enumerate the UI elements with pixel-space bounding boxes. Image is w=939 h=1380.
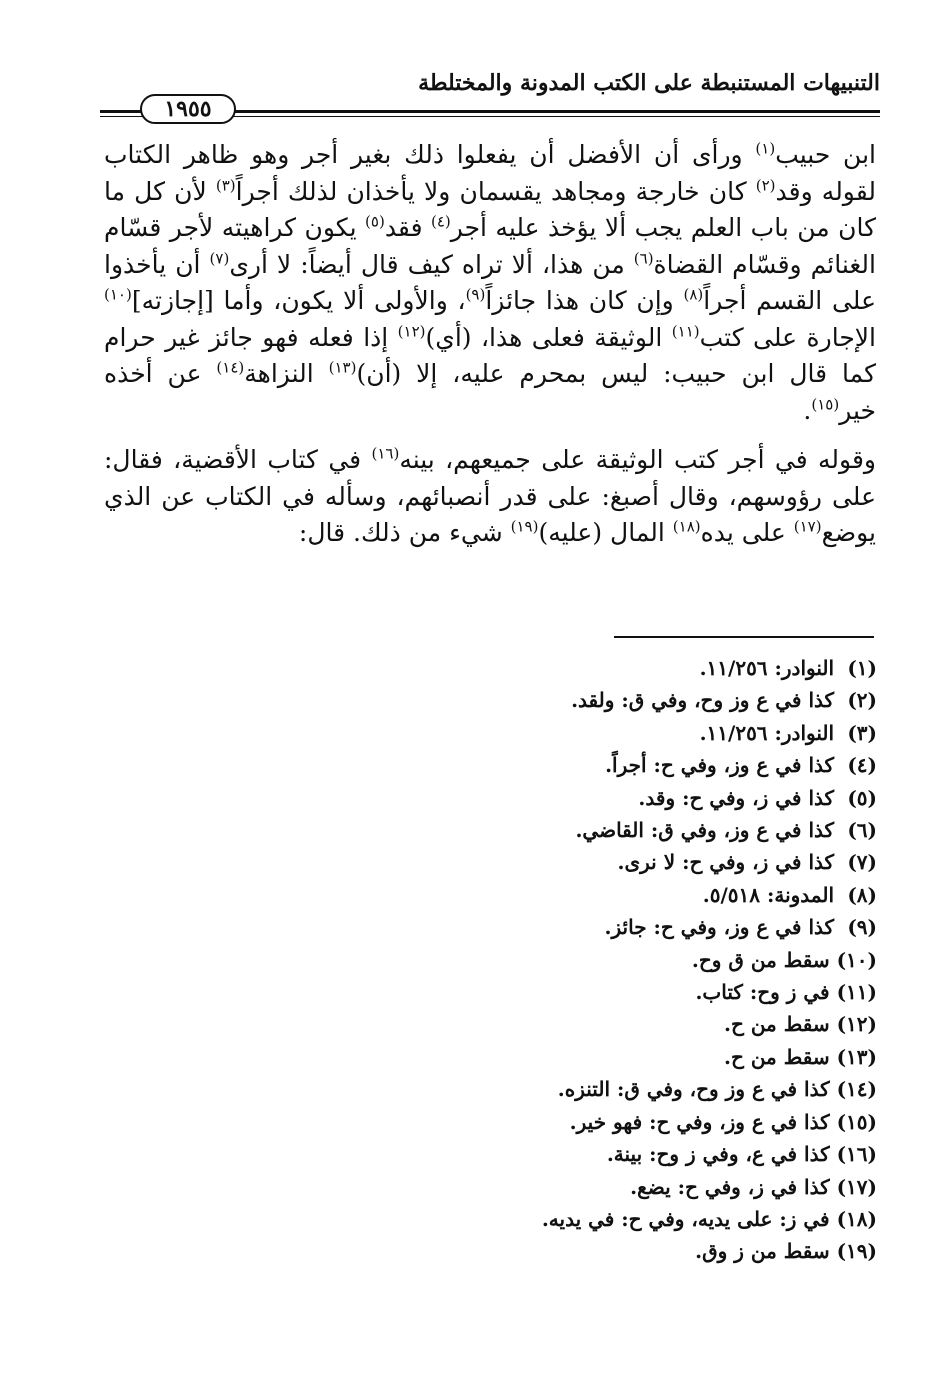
- footnote-text: النوادر: ١١/٢٥٦.: [699, 720, 835, 745]
- footnote-number: (٧): [847, 850, 877, 875]
- footnote: [177, 846, 877, 878]
- footnote-ref: (١): [755, 139, 776, 158]
- text-run: من هذا، ألا تراه كيف قال أيضاً: لا أرى: [229, 249, 634, 279]
- footnote-number: (٣): [847, 720, 877, 745]
- footnote-text: كذا في ع وز، وفي ح: جائز.: [604, 915, 835, 940]
- footnote-text: المدونة: ٥/٥١٨.: [702, 882, 835, 907]
- footnote: [177, 1008, 877, 1040]
- footnote-ref: (١٣): [328, 358, 357, 377]
- footnote-text: كذا في ع وز، وفي ح: أجراً.: [605, 753, 835, 778]
- footnote: [177, 976, 877, 1008]
- footnote-ref: (١٩): [510, 517, 539, 536]
- footnote-number: (١٣): [836, 1044, 877, 1069]
- footnote-ref: (١٢): [397, 322, 426, 341]
- footnote-number: (١٧): [836, 1174, 877, 1199]
- footnote: [177, 1073, 877, 1105]
- page-number: ١٩٥٥: [140, 94, 236, 124]
- footnote-number: (١٠): [836, 947, 877, 972]
- footnote-ref: (١٥): [811, 395, 840, 414]
- footnote-text: سقط من ح.: [724, 1044, 830, 1069]
- text-run: فقد: [384, 213, 431, 242]
- footnote-number: (١٩): [836, 1239, 877, 1264]
- text-run: الإجارة على كتب: [699, 322, 876, 352]
- text-run: ابن حبيب: [775, 140, 876, 169]
- footnote-number: (١٢): [836, 1012, 877, 1037]
- footnote-ref: (١٦): [371, 444, 400, 463]
- footnote-ref: (١٠): [104, 285, 132, 304]
- text-run: الوثيقة فعلى هذا، (أي): [425, 322, 672, 352]
- running-title: التنبيهات المستنبطة على الكتب المدونة والمختلطة: [418, 70, 880, 96]
- text-run: كان خارجة ومجاهد يقسمان ولا يأخذان لذلك أجراً: [235, 176, 756, 206]
- footnote-text: كذا في ز، وفي ح: لا نرى.: [617, 850, 835, 875]
- text-run: أن يأخذوا على القسم أجراً: [104, 249, 876, 315]
- footnote-ref: (٢): [755, 176, 776, 195]
- footnote-number: (١٤): [836, 1077, 877, 1102]
- text-run: على يده: [700, 518, 794, 547]
- footnote-number: (٩): [847, 915, 877, 940]
- footnote-text: كذا في ع وز، وفي ق: القاضي.: [575, 818, 835, 843]
- text-run: إذا فعله فهو جائز غير حرام كما قال ابن حبيب: ليس بمحرم عليه، إلا (أن): [104, 322, 876, 388]
- footnote-separator: [614, 636, 874, 638]
- footnote: [177, 1106, 877, 1138]
- text-run: وقوله في أجر كتب الوثيقة على جميعهم، بينه: [399, 445, 876, 474]
- footnote: [177, 717, 877, 749]
- footnote-ref: (١٧): [793, 517, 822, 536]
- footnote-number: (٦): [847, 818, 877, 843]
- footnote: [177, 749, 877, 781]
- footnote-text: سقط من ح.: [724, 1012, 830, 1037]
- footnote-ref: (١٤): [216, 358, 245, 377]
- footnote-ref: (٨): [683, 285, 704, 304]
- footnote-ref: (٣): [215, 176, 236, 195]
- footnote-number: (١): [847, 656, 877, 680]
- footnote-text: في ز وح: كتاب.: [695, 980, 830, 1005]
- footnote-number: (٢): [847, 688, 877, 713]
- footnote-text: سقط من ق وح.: [691, 947, 830, 972]
- footnote: [177, 652, 877, 684]
- footnote-ref: (٤): [431, 212, 451, 231]
- footnote: [177, 684, 877, 716]
- text-run: المال (عليه): [538, 518, 673, 547]
- footnote: [177, 1235, 877, 1267]
- text-run: يكون كراهيته لأجر قسّام الغنائم وقسّام القضاة: [104, 213, 876, 279]
- footnote: [177, 1203, 877, 1235]
- text-run: ، والأولى ألا يكون، وأما [إجازته]: [131, 286, 466, 315]
- footnote-number: (٤): [847, 753, 877, 778]
- footnote-text: كذا في ع، وفي ز وح: بينة.: [606, 1142, 830, 1167]
- footnote-number: (١٦): [836, 1142, 877, 1167]
- text-run: لأن كل ما كان من باب العلم يجب ألا يؤخذ عليه أجر: [104, 176, 877, 242]
- footnote: [177, 944, 877, 976]
- footnote-ref: (٦): [633, 249, 654, 268]
- footnote-ref: (١١): [671, 322, 700, 341]
- footnote: [177, 911, 877, 943]
- page-header: [100, 62, 880, 124]
- footnote-text: كذا في ز، وفي ح: وقد.: [638, 785, 835, 810]
- footnote-number: (٥): [847, 785, 877, 810]
- footnote-number: (١٨): [836, 1206, 877, 1231]
- footnote: [177, 879, 877, 911]
- footnote-text: كذا في ز، وفي ح: يضع.: [630, 1174, 830, 1199]
- footnote-number: (١٥): [836, 1109, 877, 1134]
- text-run: عن أخذه خير: [104, 359, 876, 425]
- paragraph-1: [104, 137, 876, 429]
- paragraph-2: [104, 442, 876, 552]
- footnote-text: النوادر: ١١/٢٥٦.: [699, 656, 835, 680]
- footnote: [177, 1138, 877, 1170]
- text-run: في كتاب الأقضية، فقال: على رؤوسهم، وقال أصبغ: على قدر أنصبائهم، وسأله في الكتاب عن الذي يوضع: [104, 445, 876, 547]
- footnote-text: كذا في ع وز وح، وفي ق: التنزه.: [557, 1077, 830, 1102]
- footnote-ref: (٥): [365, 212, 385, 231]
- footnote: [177, 1041, 877, 1073]
- footnote-text: كذا في ع وز وح، وفي ق: ولقد.: [571, 688, 835, 713]
- footnote: [177, 814, 877, 846]
- footnotes-list: [177, 652, 877, 1268]
- footnote-text: كذا في ع وز، وفي ح: فهو خير.: [569, 1109, 830, 1134]
- text-run: .: [803, 395, 812, 425]
- footnote-number: (٨): [847, 882, 877, 907]
- footnote-ref: (٧): [209, 249, 230, 268]
- footnote-number: (١١): [836, 980, 877, 1005]
- footnote-text: سقط من ز وق.: [695, 1239, 830, 1264]
- footnote-ref: (٩): [465, 285, 486, 304]
- main-text: [104, 137, 876, 552]
- text-run: ورأى أن الأفضل أن يفعلوا ذلك بغير أجر وهو ظاهر الكتاب لقوله وقد: [104, 140, 876, 206]
- text-run: النزاهة: [244, 359, 329, 388]
- text-run: وإن كان هذا جائزاً: [485, 286, 684, 315]
- text-run: شيء من ذلك. قال:: [298, 518, 511, 547]
- footnote-text: في ز: على يديه، وفي ح: في يديه.: [541, 1206, 830, 1231]
- footnote: [177, 1171, 877, 1203]
- footnote: [177, 782, 877, 814]
- footnote-ref: (١٨): [672, 517, 701, 536]
